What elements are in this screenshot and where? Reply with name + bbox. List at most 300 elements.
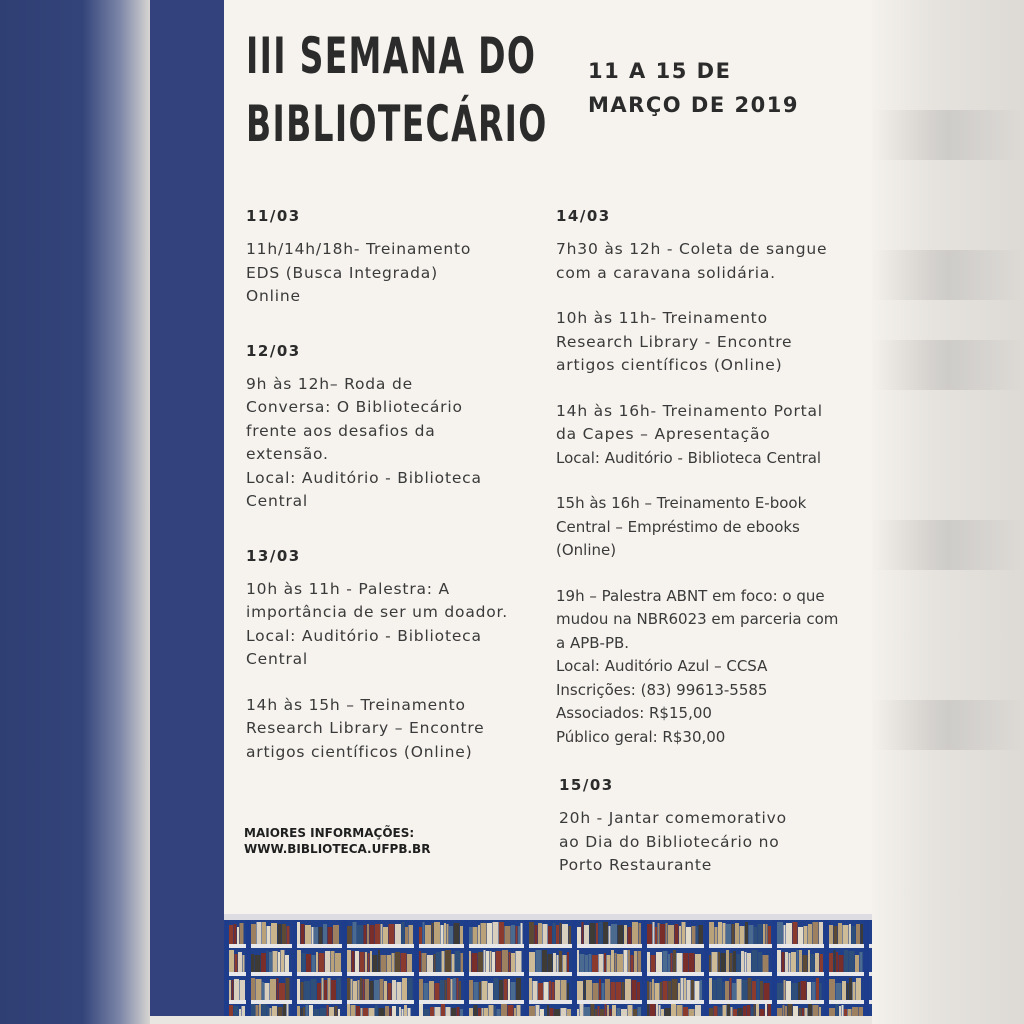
book-spine <box>733 951 736 972</box>
book-spine <box>387 955 391 972</box>
book-spine <box>580 954 585 972</box>
book-spine <box>490 951 492 972</box>
library-shelves-photo <box>224 914 872 1016</box>
book-spine <box>624 950 628 972</box>
book-spine <box>718 922 722 944</box>
book-spine <box>836 1004 839 1016</box>
book-spine <box>671 953 673 972</box>
book-spine <box>281 950 285 972</box>
book-spine <box>363 1008 368 1016</box>
shelf-upright <box>524 914 529 1016</box>
book-spine <box>617 1008 621 1016</box>
book-spine <box>723 982 725 1000</box>
book-spine <box>659 1005 661 1016</box>
book-spine <box>518 926 520 944</box>
book-spine <box>844 1009 847 1016</box>
book-spine <box>409 925 414 944</box>
book-spine <box>441 925 444 944</box>
book-spine <box>808 1004 812 1016</box>
book-spine <box>656 1004 658 1016</box>
book-spine <box>301 982 304 1000</box>
book-spine <box>718 1007 722 1016</box>
book-spine <box>815 953 819 972</box>
book-spine <box>251 954 254 972</box>
book-spine <box>757 979 760 1000</box>
more-info-label: MAIORES INFORMAÇÕES: <box>244 826 415 840</box>
book-spine <box>368 953 370 972</box>
book-spine <box>628 1005 633 1016</box>
book-spine <box>768 926 771 944</box>
book-spine <box>240 923 244 944</box>
book-spine <box>229 980 231 1000</box>
book-spine <box>749 925 754 944</box>
book-spine <box>373 955 378 972</box>
book-spine <box>278 1007 283 1016</box>
event-item: 14h às 16h- Treinamento Portal da Capes – Apresentação <box>556 401 823 443</box>
book-spine <box>618 925 624 944</box>
book-spine <box>328 978 331 1000</box>
book-spine <box>267 1006 269 1016</box>
book-spine <box>516 926 518 944</box>
book-spine <box>338 1009 340 1016</box>
book-spine <box>545 1008 547 1016</box>
book-spine <box>632 922 638 944</box>
book-spine <box>737 979 742 1000</box>
book-spine <box>853 982 856 1000</box>
book-spine <box>717 978 722 1000</box>
book-spine <box>715 927 718 944</box>
book-spine <box>489 1005 494 1016</box>
book-spine <box>319 953 325 972</box>
book-spine <box>548 954 553 972</box>
book-spine <box>829 1008 835 1016</box>
book-spine <box>287 926 290 944</box>
book-spine <box>801 981 807 1000</box>
book-spine <box>673 950 676 972</box>
book-spine <box>768 1004 772 1016</box>
book-spine <box>848 1009 852 1016</box>
book-spine <box>567 983 569 1000</box>
shelf-upright <box>642 914 647 1016</box>
book-spine <box>607 955 611 972</box>
book-spine <box>820 954 824 972</box>
book-spine <box>508 1005 514 1016</box>
book-spine <box>647 952 650 972</box>
event-item: 19h – Palestra ABNT em foco: o que mudou na NBR6023 em parceria com a APB-PB. Local: Auditório Azul – CCSA Inscrições: (83) 99613-5585 Associados: R$15,00 Público geral: R$30,00 <box>556 586 839 746</box>
book-spine <box>521 923 523 944</box>
book-spine <box>748 978 752 1000</box>
book-spine <box>788 1004 793 1016</box>
book-spine <box>514 1008 516 1016</box>
book-spine <box>278 924 282 944</box>
book-spine <box>529 952 535 972</box>
book-spine <box>658 923 660 944</box>
book-spine <box>481 923 487 944</box>
book-spine <box>494 1006 496 1016</box>
book-spine <box>591 1004 595 1016</box>
book-spine <box>469 951 471 972</box>
book-spine <box>735 923 739 944</box>
book-spine <box>577 1009 579 1016</box>
book-spine <box>434 922 440 944</box>
book-spine <box>479 982 481 1000</box>
day-heading: 14/03 <box>556 207 611 225</box>
book-spine <box>511 982 516 1000</box>
book-spine <box>360 978 362 1000</box>
book-spine <box>632 980 637 1000</box>
book-spine <box>553 923 556 944</box>
book-spine <box>777 950 781 972</box>
book-spine <box>311 979 317 1000</box>
book-spine <box>712 952 718 972</box>
book-spine <box>441 1004 445 1016</box>
book-spine <box>505 926 511 944</box>
book-spine <box>561 980 567 1000</box>
book-spine <box>399 1007 401 1016</box>
book-spine <box>552 982 555 1000</box>
shelf-upright <box>224 914 229 1016</box>
book-spine <box>312 955 316 972</box>
book-spine <box>665 1008 671 1016</box>
event-item: 10h às 11h- Treinamento Research Library - Encontre artigos científicos (Online) <box>556 309 793 374</box>
book-spine <box>364 925 367 944</box>
book-spine <box>555 980 560 1000</box>
book-spine <box>607 1005 609 1016</box>
book-spine <box>267 951 269 972</box>
book-spine <box>584 1007 590 1016</box>
book-spine <box>451 979 453 1000</box>
book-spine <box>765 1004 767 1016</box>
book-spine <box>691 980 694 1000</box>
book-spine <box>232 980 234 1000</box>
book-spine <box>758 952 762 972</box>
book-spine <box>493 922 499 944</box>
book-spine <box>625 979 631 1000</box>
book-spine <box>725 981 729 1000</box>
book-spine <box>638 951 642 972</box>
book-spine <box>402 922 405 944</box>
book-spine <box>442 951 445 972</box>
day-block-12-03 <box>246 341 546 514</box>
book-spine <box>811 954 815 972</box>
book-spine <box>455 951 460 972</box>
book-spine <box>256 1005 259 1016</box>
book-spine <box>730 978 732 1000</box>
book-spine <box>237 927 239 944</box>
book-spine <box>436 952 441 972</box>
book-spine <box>611 924 617 944</box>
book-spine <box>789 953 791 972</box>
book-spine <box>738 1008 743 1016</box>
book-spine <box>367 924 369 944</box>
book-spine <box>834 950 836 972</box>
book-spine <box>351 1005 356 1016</box>
book-spine <box>390 1008 392 1016</box>
book-spine <box>508 979 510 1000</box>
book-spine <box>363 979 365 1000</box>
book-spine <box>709 1008 713 1016</box>
book-spine <box>622 982 625 1000</box>
book-spine <box>529 978 532 1000</box>
book-spine <box>243 955 245 972</box>
book-spine <box>856 924 860 944</box>
book-spine <box>589 954 592 972</box>
book-spine <box>668 925 674 944</box>
book-spine <box>756 1004 759 1016</box>
book-spine <box>856 978 861 1000</box>
book-spine <box>714 1006 718 1016</box>
book-spine <box>699 925 704 944</box>
book-spine <box>799 950 802 972</box>
book-spine <box>457 1007 460 1016</box>
book-spine <box>331 951 335 972</box>
book-spine <box>689 953 695 972</box>
book-spine <box>785 952 788 972</box>
book-spine <box>402 978 407 1000</box>
book-spine <box>425 925 431 944</box>
book-spine <box>272 1006 277 1016</box>
book-spine <box>516 978 521 1000</box>
schedule-right-column <box>556 206 866 878</box>
book-spine <box>447 978 450 1000</box>
poster-title <box>246 22 548 158</box>
book-spine <box>758 924 763 944</box>
book-spine <box>286 978 290 1000</box>
book-spine <box>538 983 543 1000</box>
book-spine <box>799 1008 802 1016</box>
book-spine <box>251 1004 255 1016</box>
book-spine <box>577 927 581 944</box>
book-spine <box>392 953 395 972</box>
book-spine <box>347 978 350 1000</box>
book-spine <box>324 980 327 1000</box>
book-spine <box>813 922 819 944</box>
book-spine <box>548 926 552 944</box>
shelf-upright <box>864 914 869 1016</box>
book-spine <box>419 1004 423 1016</box>
book-spine <box>287 1004 289 1016</box>
book-spine <box>482 981 488 1000</box>
book-spine <box>297 1006 300 1016</box>
book-spine <box>460 926 463 944</box>
book-spine <box>502 950 508 972</box>
title-line-2: BIBLIOTECÁRIO <box>246 95 548 153</box>
book-spine <box>737 954 741 972</box>
book-spine <box>782 952 785 972</box>
book-spine <box>678 983 680 1000</box>
book-spine <box>473 927 478 944</box>
book-spine <box>240 980 246 1000</box>
book-spine <box>819 1007 821 1016</box>
book-spine <box>484 950 486 972</box>
book-spine <box>297 922 300 944</box>
book-spine <box>567 1009 571 1016</box>
book-spine <box>639 923 642 944</box>
book-spine <box>839 955 844 972</box>
book-spine <box>444 923 446 944</box>
book-spine <box>547 1005 549 1016</box>
book-spine <box>718 952 720 972</box>
day-heading: 12/03 <box>246 341 301 360</box>
book-spine <box>238 952 242 972</box>
book-spine <box>446 1007 451 1016</box>
day-block-14-03 <box>556 206 866 749</box>
book-spine <box>621 1009 627 1016</box>
book-spine <box>550 1008 554 1016</box>
book-spine <box>404 1005 407 1016</box>
book-spine <box>304 981 310 1000</box>
book-spine <box>732 924 735 944</box>
book-spine <box>316 952 318 972</box>
book-spine <box>709 978 712 1000</box>
book-spine <box>628 950 630 972</box>
book-spine <box>496 951 502 972</box>
book-spine <box>855 955 859 972</box>
book-spine <box>392 1006 396 1016</box>
book-spine <box>577 950 579 972</box>
event-item: 9h às 12h– Roda de Conversa: O Bibliotecário frente aos desafios da extensão. Local: Auditório - Biblioteca Central <box>246 374 482 510</box>
event-dates <box>588 54 799 122</box>
book-spine <box>598 1006 600 1016</box>
book-spine <box>434 954 436 972</box>
book-spine <box>599 979 601 1000</box>
book-spine <box>763 924 765 944</box>
book-spine <box>234 1006 239 1016</box>
book-spine <box>812 982 816 1000</box>
book-spine <box>802 1008 804 1016</box>
book-spine <box>852 1007 858 1016</box>
book-spine <box>777 1008 782 1016</box>
book-spine <box>478 952 483 972</box>
book-spine <box>261 953 266 972</box>
book-spine <box>798 982 800 1000</box>
book-spine <box>380 979 384 1000</box>
book-spine <box>633 1009 637 1016</box>
book-spine <box>452 954 455 972</box>
book-spine <box>859 1007 864 1016</box>
book-spine <box>726 924 731 944</box>
book-spine <box>679 926 681 944</box>
book-spine <box>559 951 562 972</box>
event-item: 15h às 16h – Treinamento E-book Central – Empréstimo de ebooks (Online) <box>556 494 807 559</box>
book-spine <box>682 922 686 944</box>
book-spine <box>538 923 542 944</box>
book-spine <box>723 1005 727 1016</box>
book-spine <box>262 922 266 944</box>
book-spine <box>836 952 838 972</box>
book-spine <box>813 1005 819 1016</box>
book-spine <box>335 1006 338 1016</box>
schedule-left-column <box>246 206 546 764</box>
book-spine <box>611 982 616 1000</box>
book-spine <box>684 978 686 1000</box>
book-spine <box>686 927 691 944</box>
book-spine <box>392 980 396 1000</box>
book-spine <box>497 1009 501 1016</box>
book-spine <box>803 955 808 972</box>
book-spine <box>553 953 556 972</box>
book-spine <box>849 924 851 944</box>
book-spine <box>454 923 460 944</box>
shelf-upright <box>704 914 709 1016</box>
book-spine <box>309 1005 313 1016</box>
book-spine <box>242 1006 246 1016</box>
book-spine <box>838 923 842 944</box>
book-spine <box>695 1005 701 1016</box>
book-spine <box>511 953 515 972</box>
book-spine <box>611 950 614 972</box>
book-spine <box>435 1007 441 1016</box>
shelf-top <box>224 914 872 920</box>
book-spine <box>385 1006 389 1016</box>
book-spine <box>726 950 729 972</box>
book-spine <box>834 926 838 944</box>
book-spine <box>663 951 668 972</box>
book-spine <box>419 951 421 972</box>
book-spine <box>695 954 701 972</box>
book-spine <box>329 1007 334 1016</box>
book-spine <box>847 983 849 1000</box>
book-spine <box>777 922 783 944</box>
book-spine <box>544 982 549 1000</box>
book-spine <box>617 954 623 972</box>
shelf-upright <box>772 914 777 1016</box>
more-info-url: WWW.BIBLIOTECA.UFPB.BR <box>244 842 431 856</box>
book-spine <box>536 1005 540 1016</box>
book-spine <box>661 1009 664 1016</box>
book-spine <box>556 925 559 944</box>
book-spine <box>839 1006 841 1016</box>
book-spine <box>816 978 819 1000</box>
book-spine <box>647 924 652 944</box>
book-spine <box>786 923 792 944</box>
book-spine <box>593 983 599 1000</box>
book-spine <box>449 926 453 944</box>
book-spine <box>306 1005 309 1016</box>
shelf-upright <box>246 914 251 1016</box>
book-spine <box>675 924 679 944</box>
book-spine <box>303 1007 305 1016</box>
book-spine <box>352 951 355 972</box>
book-spine <box>764 983 770 1000</box>
book-spine <box>486 951 489 972</box>
book-spine <box>484 1008 488 1016</box>
book-spine <box>229 950 234 972</box>
book-spine <box>488 983 493 1000</box>
book-spine <box>270 979 276 1000</box>
book-spine <box>745 922 748 944</box>
book-spine <box>672 979 678 1000</box>
dates-line-1: 11 A 15 DE <box>588 59 732 83</box>
book-spine <box>605 979 610 1000</box>
book-spine <box>798 927 803 944</box>
book-spine <box>807 982 811 1000</box>
book-spine <box>596 923 598 944</box>
book-spine <box>804 926 808 944</box>
book-spine <box>325 951 330 972</box>
book-spine <box>255 955 261 972</box>
book-spine <box>652 979 654 1000</box>
book-spine <box>590 923 596 944</box>
book-spine <box>347 950 351 972</box>
shelf-upright <box>292 914 297 1016</box>
book-spine <box>543 924 548 944</box>
book-spine <box>353 922 357 944</box>
book-spine <box>687 980 691 1000</box>
book-spine <box>660 924 665 944</box>
book-spine <box>374 980 379 1000</box>
book-spine <box>592 955 598 972</box>
